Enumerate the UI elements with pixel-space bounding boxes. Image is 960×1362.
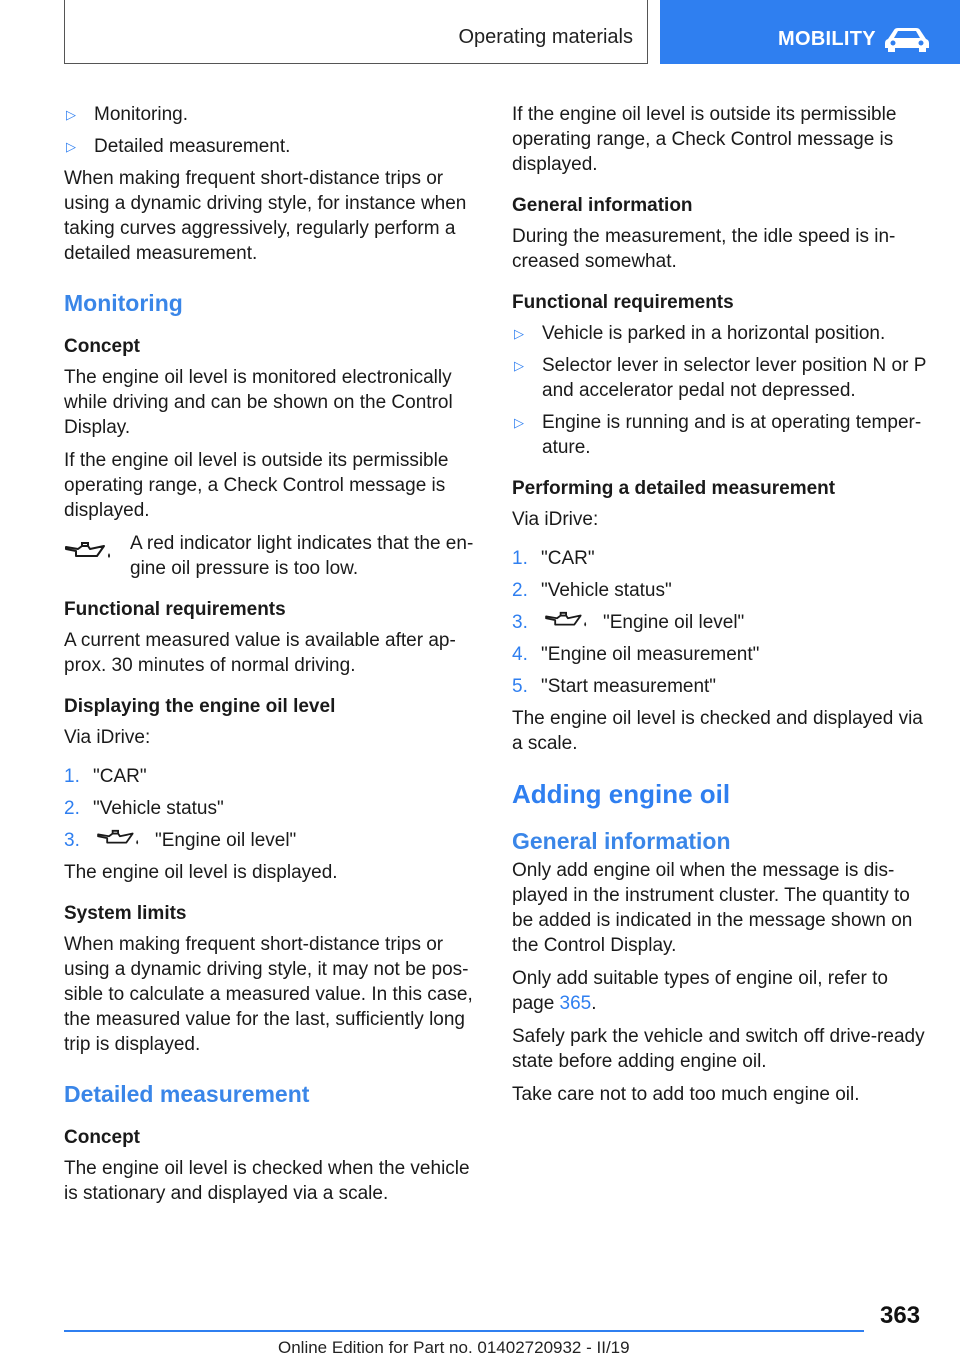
footer-divider xyxy=(64,1330,864,1332)
oil-can-icon xyxy=(93,829,145,849)
triangle-bullet-icon: ▷ xyxy=(514,415,524,430)
displayed-text: The engine oil level is displayed. xyxy=(64,862,338,883)
monitoring-heading: Monitoring xyxy=(64,290,183,316)
general-information-text: During the measurement, the idle speed is increased somewhat. xyxy=(512,226,896,272)
step-label: "Engine oil level" xyxy=(603,612,745,633)
intro-paragraph: When making frequent short-distance trips or using a dynamic driving style, for instance when taking curves aggressively, regularly perform a detailed measurement. xyxy=(64,168,467,264)
functional-requirements-heading: Functional requirements xyxy=(64,599,286,620)
list-item-text: Monitoring. xyxy=(94,104,188,125)
concept-paragraph-3: The engine oil level is checked when the vehicle is stationary and displayed via a scale. xyxy=(64,1158,470,1204)
footer-edition: Online Edition for Part no. 01402720932 - II/19 xyxy=(278,1338,630,1357)
list-item xyxy=(64,134,479,159)
step-number: 1. xyxy=(512,548,528,569)
step-item xyxy=(64,828,479,853)
list-item-text: Vehicle is parked in a horizontal position. xyxy=(542,323,886,344)
step-label: "Engine oil measurement" xyxy=(541,644,760,665)
step-label: "CAR" xyxy=(93,766,147,787)
adding-paragraph-2 xyxy=(512,966,927,1016)
step-number: 3. xyxy=(64,830,80,851)
via-idrive-2: Via iDrive: xyxy=(512,509,599,530)
triangle-bullet-icon: ▷ xyxy=(514,358,524,373)
header-section-box xyxy=(64,0,648,64)
system-limits-text: When making frequent short-distance trips or using a dynamic driving style, it may not be possible to calculate a measured value. In this case, the measured value for the last, sufficiently long trip is displayed. xyxy=(64,934,473,1055)
indicator-note xyxy=(64,531,479,581)
concept-paragraph: The engine oil level is monitored electronically while driving and can be shown on the Control Display. xyxy=(64,367,453,438)
step-item xyxy=(512,546,927,571)
page-number: 363 xyxy=(880,1302,921,1329)
step-number: 3. xyxy=(512,612,528,633)
triangle-bullet-icon: ▷ xyxy=(66,107,76,122)
step-item xyxy=(512,674,927,699)
adding-paragraph-3: Safely park the vehicle and switch off drive-ready state before adding engine oil. xyxy=(512,1026,925,1072)
triangle-bullet-icon: ▷ xyxy=(66,139,76,154)
functional-requirements-heading-2: Functional requirements xyxy=(512,292,734,313)
step-label: "Vehicle status" xyxy=(541,580,672,601)
list-item xyxy=(64,102,479,127)
step-number: 1. xyxy=(64,766,80,787)
section-title: Operating materials xyxy=(458,26,633,48)
step-label: "Engine oil level" xyxy=(155,830,297,851)
list-item-text: Detailed measurement. xyxy=(94,136,291,157)
mobility-tab[interactable] xyxy=(660,0,960,64)
list-item-text: Engine is running and is at operating temperature. xyxy=(542,412,922,458)
adding-paragraph-2-end: . xyxy=(591,993,597,1014)
left-column xyxy=(64,102,479,1214)
list-item xyxy=(512,410,927,460)
general-information-heading: General information xyxy=(512,195,693,216)
detailed-measurement-heading: Detailed measurement xyxy=(64,1081,310,1107)
step-number: 2. xyxy=(64,798,80,819)
list-item xyxy=(512,321,927,346)
step-item xyxy=(64,796,479,821)
adding-paragraph-4: Take care not to add too much engine oil. xyxy=(512,1084,860,1105)
page-reference-link[interactable]: 365 xyxy=(559,993,592,1014)
step-number: 5. xyxy=(512,676,528,697)
step-label: "CAR" xyxy=(541,548,595,569)
performing-heading: Performing a detailed measurement xyxy=(512,478,836,499)
displaying-heading: Displaying the engine oil level xyxy=(64,696,336,717)
step-label: "Start measurement" xyxy=(541,676,717,697)
car-icon xyxy=(884,26,930,52)
step-item xyxy=(512,610,927,635)
concept-heading: Concept xyxy=(64,336,140,357)
step-number: 2. xyxy=(512,580,528,601)
step-number: 4. xyxy=(512,644,528,665)
concept-heading-2: Concept xyxy=(64,1127,140,1148)
system-limits-heading: System limits xyxy=(64,903,187,924)
oil-pressure-icon xyxy=(64,531,130,568)
concept-paragraph-2: If the engine oil level is outside its permissible operating range, a Check Control message is displayed. xyxy=(64,450,449,521)
triangle-bullet-icon: ▷ xyxy=(514,326,524,341)
step-item xyxy=(512,642,927,667)
step-item xyxy=(64,764,479,789)
step-item xyxy=(512,578,927,603)
general-information-heading-2: General information xyxy=(512,828,731,854)
adding-paragraph-2-text: Only add suitable types of engine oil, refer to page xyxy=(512,968,889,1014)
mobility-tab-label: MOBILITY xyxy=(778,28,876,50)
list-item xyxy=(512,353,927,403)
oil-can-icon xyxy=(541,611,593,631)
functional-requirements-text: A current measured value is available after approx. 30 minutes of normal driving. xyxy=(64,630,456,676)
indicator-text: A red indicator light indicates that the engine oil pressure is too low. xyxy=(130,533,474,579)
adding-paragraph-1: Only add engine oil when the message is displayed in the instrument cluster. The quantity to be added is indicated in the message shown on the Control Display. xyxy=(512,860,913,956)
adding-engine-oil-heading: Adding engine oil xyxy=(512,779,731,809)
via-idrive: Via iDrive: xyxy=(64,727,151,748)
step-label: "Vehicle status" xyxy=(93,798,224,819)
right-column xyxy=(512,102,927,1115)
right-intro: If the engine oil level is outside its permissible operating range, a Check Control message is displayed. xyxy=(512,104,897,175)
checked-text: The engine oil level is checked and displayed via a scale. xyxy=(512,708,923,754)
list-item-text: Selector lever in selector lever position N or P and accelerator pedal not depressed. xyxy=(542,355,927,401)
